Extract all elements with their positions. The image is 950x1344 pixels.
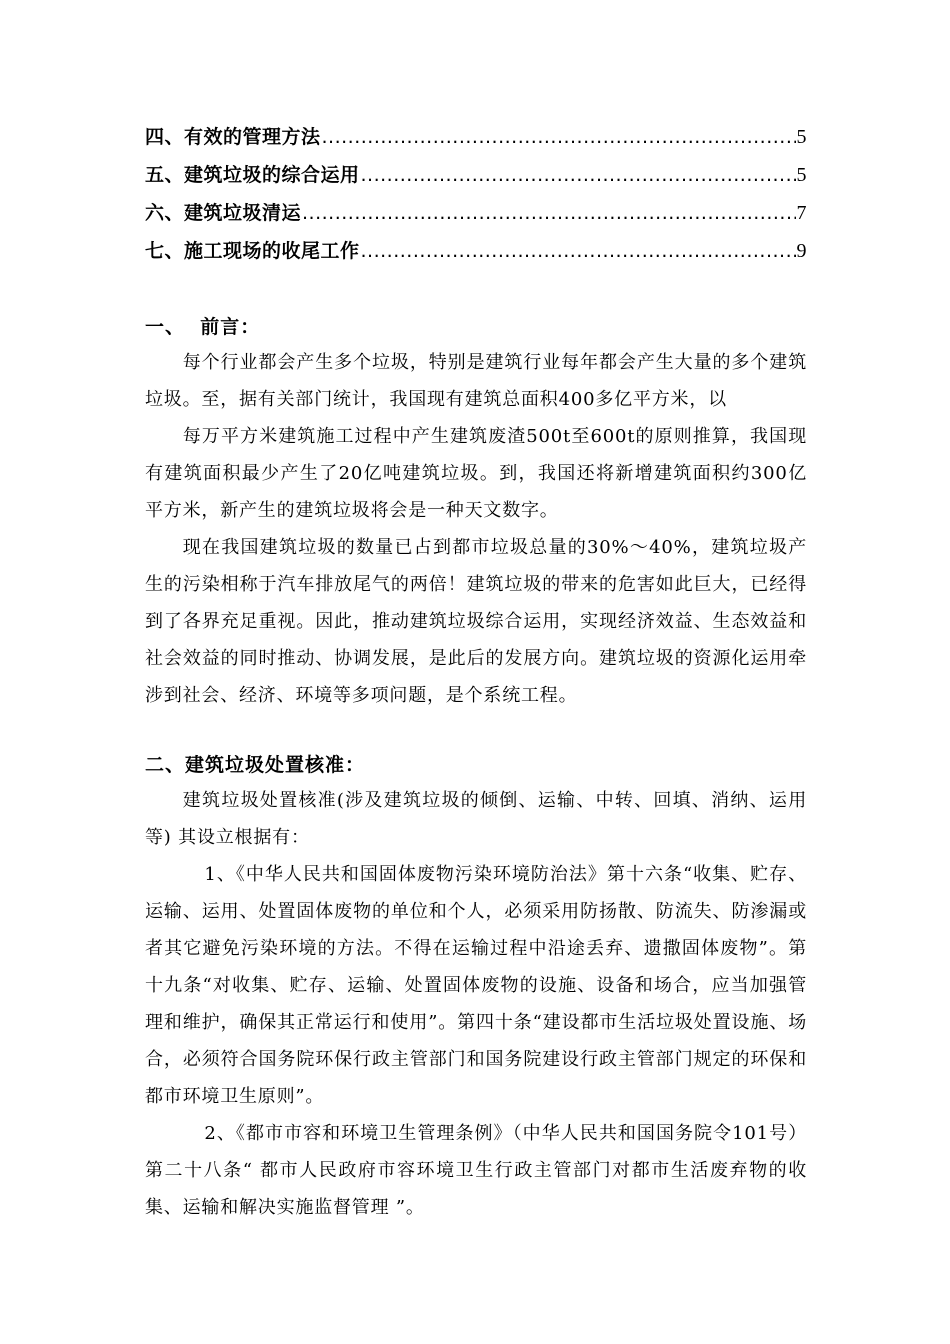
toc-entry[interactable] [145, 232, 807, 270]
toc-entry-title: 六、建筑垃圾清运 [145, 202, 302, 224]
body-paragraph: 现在我国建筑垃圾的数量已占到都市垃圾总量的30%～40%，建筑垃圾产生的污染相称于汽车排放尾气的两倍！建筑垃圾的带来的危害如此巨大，已经得到了各界充足重视。因此，推动建筑垃圾综合运用，实现经济效益、生态效益和社会效益的同时推动、协调发展，是此后的发展方向。建筑垃圾的资源化运用牵涉到社会、经济、环境等多项问题，是个系统工程。 [145, 537, 807, 706]
toc-leader-dots [302, 194, 795, 232]
table-of-contents [145, 118, 807, 270]
document-page [145, 118, 807, 1226]
toc-entry[interactable] [145, 156, 807, 194]
toc-entry-title: 四、有效的管理方法 [145, 126, 321, 148]
toc-entry-title: 五、建筑垃圾的综合运用 [145, 164, 360, 186]
toc-entry[interactable] [145, 118, 807, 156]
toc-leader-dots [361, 232, 796, 270]
toc-page-number: 5 [796, 126, 807, 148]
toc-entry-title: 七、施工现场的收尾工作 [145, 240, 360, 262]
section-heading-approval: 二、建筑垃圾处置核准： [145, 754, 366, 776]
toc-page-number: 9 [796, 240, 807, 262]
list-item: 2、《都市市容和环境卫生管理条例》（中华人民共和国国务院令101号）第二十八条“ 都市人民政府市容环境卫生行政主管部门对都市生活废弃物的收集、运输和解决实施监督管理 ”。 [145, 1123, 807, 1218]
list-item: 1、《中华人民共和国固体废物污染环境防治法》第十六条“收集、贮存、运输、运用、处置固体废物的单位和个人，必须采用防扬散、防流失、防渗漏或者其它避免污染环境的方法。不得在运输过程中沿途丢弃、遗撒固体废物”。第十九条“对收集、贮存、运输、处置固体废物的设施、设备和场合，应当加强管理和维护，确保其正常运行和使用”。第四十条“建设都市生活垃圾处置设施、场合，必须符合国务院环保行政主管部门和国务院建设行政主管部门规定的环保和都市环境卫生原则”。 [145, 864, 807, 1107]
toc-leader-dots [322, 118, 796, 156]
body-paragraph: 建筑垃圾处置核准(涉及建筑垃圾的倾倒、运输、中转、回填、消纳、运用等) 其设立根据有： [145, 790, 807, 848]
body-paragraph: 每个行业都会产生多个垃圾，特别是建筑行业每年都会产生大量的多个建筑垃圾。至，据有关部门统计，我国现有建筑总面积400多亿平方米，以 [145, 352, 807, 410]
toc-page-number: 7 [796, 202, 807, 224]
toc-page-number: 5 [796, 164, 807, 186]
toc-leader-dots [361, 156, 796, 194]
body-paragraph: 每万平方米建筑施工过程中产生建筑废渣500t至600t的原则推算，我国现有建筑面积最少产生了20亿吨建筑垃圾。到，我国还将新增建筑面积约300亿平方米，新产生的建筑垃圾将会是一种天文数字。 [145, 426, 807, 521]
section-heading-preface: 一、 前言： [145, 316, 261, 338]
toc-entry[interactable] [145, 194, 807, 232]
